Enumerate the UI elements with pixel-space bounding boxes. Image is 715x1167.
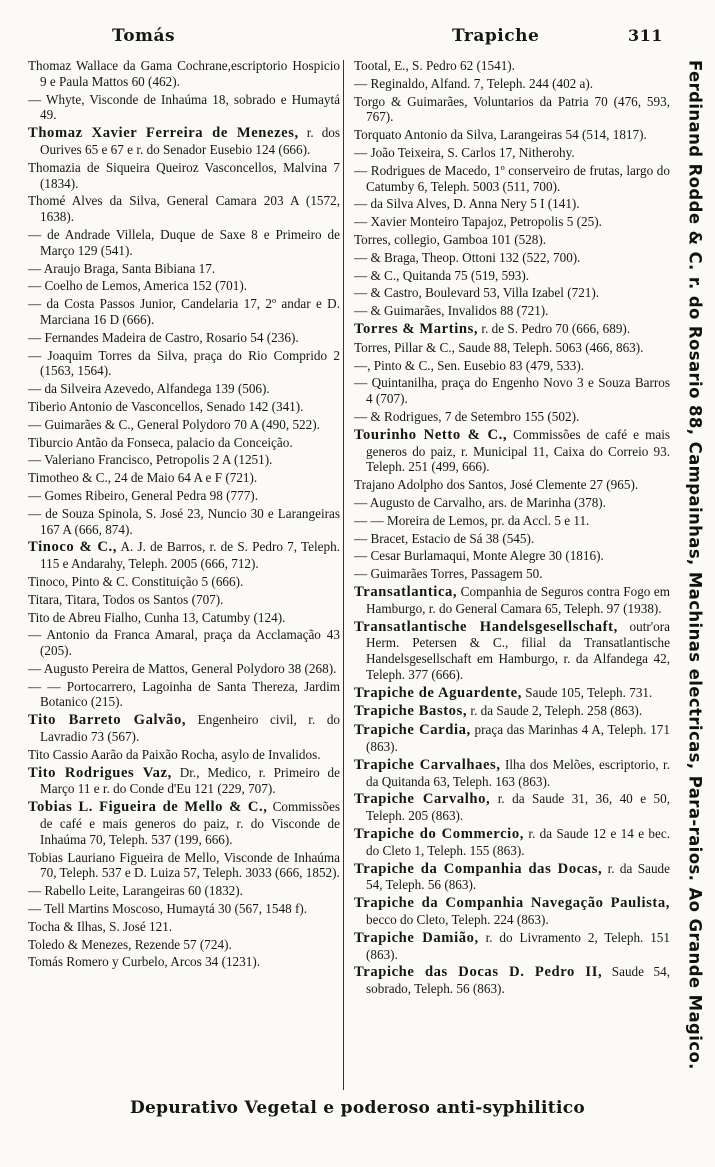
entry-name-bold: Trapiche das Docas D. Pedro II, xyxy=(354,964,603,981)
entry-name-bold: Thomaz Xavier Ferreira de Menezes, xyxy=(28,125,299,142)
directory-entry: Tootal, E., S. Pedro 62 (1541). xyxy=(354,58,515,73)
directory-entry: Thomaz Wallace da Gama Cochrane,escriptorio Hospicio 9 e Paula Mattos 60 (462). xyxy=(28,58,340,89)
entry-name-bold: Transatlantica, xyxy=(354,583,458,600)
directory-entry: — Quintanilha, praça do Engenho Novo 3 e Souza Barros 4 (707). xyxy=(354,375,670,407)
directory-entry: — de Andrade Villela, Duque de Saxe 8 e Primeiro de Março 129 (541). xyxy=(28,226,340,258)
directory-entry: — Antonio da Franca Amaral, praça da Acclamação 43 (205). xyxy=(28,627,340,659)
entry-name-bold: Trapiche Cardia, xyxy=(354,722,471,739)
directory-entry: Torres, Pillar & C., Saude 88, Teleph. 5063 (466, 863). xyxy=(354,339,644,355)
header-left-term: Tomás xyxy=(112,26,176,46)
directory-entry: Torgo & Guimarães, Voluntarios da Patria 70 (476, 593, 767). xyxy=(354,93,670,125)
directory-entry: — de Souza Spinola, S. José 23, Nuncio 30 e Larangeiras 167 A (666, 874). xyxy=(28,505,340,537)
directory-entry: — & Braga, Theop. Ottoni 132 (522, 700). xyxy=(354,249,581,265)
directory-entry: Transatlantica, Companhia de Seguros contra Fogo em Hamburgo, r. do General Camara 65, Teleph. 97 (1938). xyxy=(354,583,670,616)
directory-entry: — Valeriano Francisco, Petropolis 2 A (1251). xyxy=(28,452,273,468)
entry-name-bold: Trapiche Damião, xyxy=(354,929,479,946)
entry-name-bold: Trapiche da Companhia das Docas, xyxy=(354,860,603,877)
directory-entry: Trapiche Carvalho, r. da Saude 31, 36, 40 e 50, Teleph. 205 (863). xyxy=(354,791,670,824)
right-column xyxy=(354,58,670,1092)
directory-entry: Tito Barreto Galvão, Engenheiro civil, r. do Lavradio 73 (567). xyxy=(28,712,340,745)
directory-entry: Trapiche Damião, r. do Livramento 2, Teleph. 151 (863). xyxy=(354,929,670,962)
directory-entry: Tomás Romero y Curbelo, Arcos 34 (1231). xyxy=(28,954,261,970)
directory-entry: Tito Cassio Aarão da Paixão Rocha, asylo de Invalidos. xyxy=(28,746,321,762)
directory-entry: — Coelho de Lemos, America 152 (701). xyxy=(28,278,248,294)
page-header xyxy=(0,0,715,46)
directory-entry: — & C., Quitanda 75 (519, 593). xyxy=(354,267,530,283)
directory-entry: —, Pinto & C., Sen. Eusebio 83 (479, 533). xyxy=(354,357,585,373)
directory-entry: — Guimarães & C., General Polydoro 70 A (490, 522). xyxy=(28,416,320,432)
directory-entry: Trapiche da Companhia das Docas, r. da Saude 54, Teleph. 56 (863). xyxy=(354,860,670,893)
directory-entry: Trajano Adolpho dos Santos, José Clemente 27 (965). xyxy=(354,477,639,493)
directory-entry: Thomaz Xavier Ferreira de Menezes, r. dos Ourives 65 e 67 e r. do Senador Eusebio 124 (666). xyxy=(28,125,340,157)
directory-entry: — Augusto de Carvalho, ars. de Marinha (378). xyxy=(354,494,606,510)
directory-entry: Trapiche Bastos, r. da Saude 2, Teleph. 258 (863). xyxy=(354,703,643,720)
directory-entry: — Rodrigues de Macedo, 1º conserveiro de frutas, largo do Catumby 6, Teleph. 5003 (511, 700). xyxy=(354,162,670,194)
directory-entry: — Tell Martins Moscoso, Humaytá 30 (567, 1548 f). xyxy=(28,901,308,917)
side-advertisement-text: Ferdinand Rodde & C. r. do Rosario 88, Campainhas, Machinas electricas, Para-raios. Ao Grande Magico. xyxy=(685,60,705,1070)
entry-name-bold: Trapiche de Aguardente, xyxy=(354,684,522,701)
entry-name-bold: Trapiche Carvalhaes, xyxy=(354,756,501,773)
directory-entry: Trapiche Carvalhaes, Ilha dos Melões, escriptorio, r. da Quitanda 63, Teleph. 163 (863). xyxy=(354,756,670,789)
column-divider xyxy=(343,60,344,1090)
entry-name-bold: Torres & Martins, xyxy=(354,320,479,337)
directory-entry: Toledo & Menezes, Rezende 57 (724). xyxy=(28,936,232,952)
directory-entry: Trapiche de Aguardente, Saude 105, Teleph. 731. xyxy=(354,684,653,701)
entry-name-bold: Tinoco & C., xyxy=(28,539,118,556)
entry-name-bold: Tito Rodrigues Vaz, xyxy=(28,764,172,781)
directory-entry: Trapiche da Companhia Navegação Paulista, becco do Cleto, Teleph. 224 (863). xyxy=(354,895,670,928)
directory-entry: — Reginaldo, Alfand. 7, Teleph. 244 (402 a). xyxy=(354,75,594,91)
left-column xyxy=(28,58,340,1092)
directory-entry: — Augusto Pereira de Mattos, General Polydoro 38 (268). xyxy=(28,660,337,676)
directory-entry: Tiburcio Antão da Fonseca, palacio da Conceição. xyxy=(28,434,293,450)
entry-name-bold: Tourinho Netto & C., xyxy=(354,426,508,443)
directory-entry: Timotheo & C., 24 de Maio 64 A e F (721). xyxy=(28,470,258,486)
directory-entry: Tinoco, Pinto & C. Constituição 5 (666). xyxy=(28,573,244,589)
directory-entry: — Guimarães Torres, Passagem 50. xyxy=(354,566,543,582)
page-number: 311 xyxy=(628,26,663,45)
directory-entry: Tourinho Netto & C., Commissões de café e mais generos do paiz, r. Municipal 11, Caixa do Correio 93. Teleph. 251 (499, 666). xyxy=(354,426,670,475)
directory-entry: — Fernandes Madeira de Castro, Rosario 54 (236). xyxy=(28,329,299,345)
entry-name-bold: Trapiche da Companhia Navegação Paulista, xyxy=(354,895,670,912)
entry-name-bold: Trapiche do Commercio, xyxy=(354,826,524,843)
directory-entry: — & Guimarães, Invalidos 88 (721). xyxy=(354,303,549,319)
directory-entry: — Rabello Leite, Larangeiras 60 (1832). xyxy=(28,883,243,899)
directory-entry: Tobias L. Figueira de Mello & C., Commissões de café e mais generos do paiz, r. do Visconde de Inhaúma 70, Teleph. 537 (199, 666). xyxy=(28,799,340,847)
directory-entry: Tinoco & C., A. J. de Barros, r. de S. Pedro 7, Teleph. 115 e Andarahy, Teleph. 2005 (666, 712). xyxy=(28,539,340,572)
directory-entry: Torres, collegio, Gamboa 101 (528). xyxy=(354,231,547,247)
directory-entry: — Gomes Ribeiro, General Pedra 98 (777). xyxy=(28,487,258,503)
directory-entry: Titara, Titara, Todos os Santos (707). xyxy=(28,591,224,607)
directory-entry: Transatlantische Handelsgesellschaft, outr'ora Herm. Petersen & C., filial da Transatlantische Handelsgesellschaft em Hamburgo, r. da Alfandega 42, Teleph. 377 (666). xyxy=(354,618,670,682)
header-right-term: Trapiche xyxy=(452,26,540,46)
directory-entry: Trapiche do Commercio, r. da Saude 12 e 14 e bec. do Cleto 1, Teleph. 155 (863). xyxy=(354,826,670,858)
entry-name-bold: Trapiche Bastos, xyxy=(354,703,468,720)
directory-entry: Tocha & Ilhas, S. José 121. xyxy=(28,918,173,934)
directory-entry: Tiberio Antonio de Vasconcellos, Senado 142 (341). xyxy=(28,398,304,414)
directory-entry: — Cesar Burlamaqui, Monte Alegre 30 (1816). xyxy=(354,548,604,564)
directory-entry: — Joaquim Torres da Silva, praça do Rio Comprido 2 (1563, 1564). xyxy=(28,347,340,379)
side-advertisement xyxy=(677,40,713,1090)
directory-entry: Thomazia de Siqueira Queiroz Vasconcellos, Malvina 7 (1834). xyxy=(28,159,340,191)
directory-entry: Tito de Abreu Fialho, Cunha 13, Catumby (124). xyxy=(28,609,286,625)
directory-entry: Tobias Lauriano Figueira de Mello, Visconde de Inhaúma 70, Teleph. 537 e D. Luiza 57, Teleph. 3033 (666, 1852). xyxy=(28,849,340,881)
directory-entry: Torres & Martins, r. de S. Pedro 70 (666, 689). xyxy=(354,320,631,337)
directory-entry: — — Portocarrero, Lagoinha de Santa Thereza, Jardim Botanico (215). xyxy=(28,678,340,710)
directory-entry: — Araujo Braga, Santa Bibiana 17. xyxy=(28,260,216,276)
directory-entry: Torquato Antonio da Silva, Larangeiras 54 (514, 1817). xyxy=(354,127,647,143)
directory-entry: — & Rodrigues, 7 de Setembro 155 (502). xyxy=(354,408,580,424)
directory-entry: — da Silveira Azevedo, Alfandega 139 (506). xyxy=(28,381,270,397)
directory-entry: — da Silva Alves, D. Anna Nery 5 I (141). xyxy=(354,196,580,212)
directory-entry: — Xavier Monteiro Tapajoz, Petropolis 5 (25). xyxy=(354,214,602,230)
directory-entry: — — Moreira de Lemos, pr. da Accl. 5 e 11. xyxy=(354,512,590,528)
directory-entry: Tito Rodrigues Vaz, Dr., Medico, r. Primeiro de Março 11 e r. do Conde d'Eu 121 (229, 707). xyxy=(28,764,340,797)
directory-entry: Trapiche das Docas D. Pedro II, Saude 54, sobrado, Teleph. 56 (863). xyxy=(354,964,670,997)
directory-entry: Thomé Alves da Silva, General Camara 203 A (1572, 1638). xyxy=(28,193,340,225)
entry-name-bold: Tobias L. Figueira de Mello & C., xyxy=(28,799,268,816)
entry-name-bold: Trapiche Carvalho, xyxy=(354,791,491,808)
directory-entry: — Whyte, Visconde de Inhaúma 18, sobrado e Humaytá 49. xyxy=(28,91,340,123)
directory-entry: — João Teixeira, S. Carlos 17, Nitherohy. xyxy=(354,144,575,160)
entry-name-bold: Transatlantische Handelsgesellschaft, xyxy=(354,618,618,635)
entry-name-bold: Tito Barreto Galvão, xyxy=(28,712,187,729)
directory-entry: — & Castro, Boulevard 53, Villa Izabel (721). xyxy=(354,285,600,301)
directory-entry: Trapiche Cardia, praça das Marinhas 4 A, Teleph. 171 (863). xyxy=(354,722,670,755)
directory-entry: — Bracet, Estacio de Sá 38 (545). xyxy=(354,530,535,546)
footer-advertisement: Depurativo Vegetal e poderoso anti-syphilitico xyxy=(129,1098,585,1118)
directory-entry: — da Costa Passos Junior, Candelaria 17, 2º andar e D. Marciana 16 D (666). xyxy=(28,296,340,327)
